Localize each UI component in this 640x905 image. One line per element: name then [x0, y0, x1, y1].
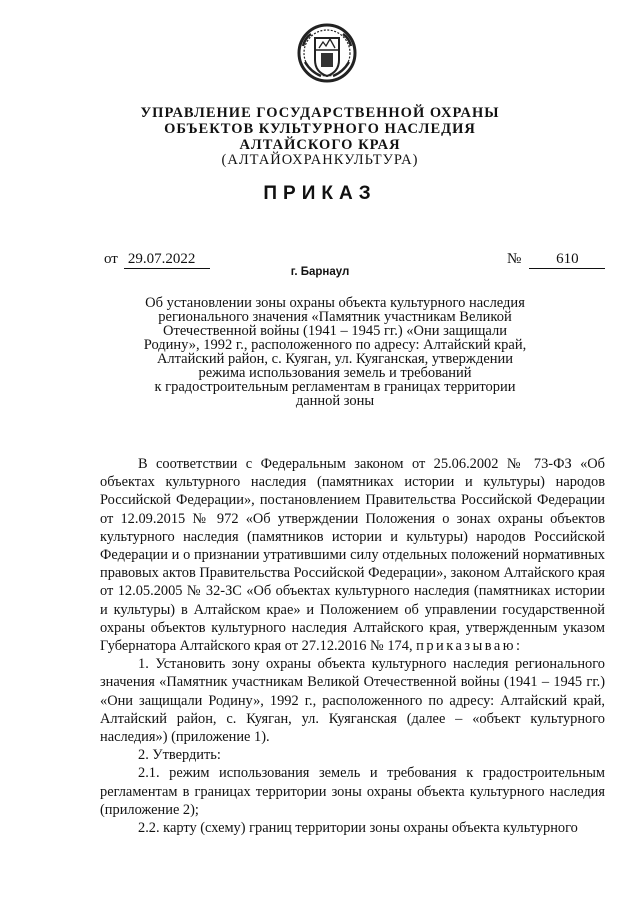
org-name-line-1: УПРАВЛЕНИЕ ГОСУДАРСТВЕННОЙ ОХРАНЫ [140, 105, 500, 121]
item-2-1: 2.1. режим использования земель и требования к градостроительным регламентам в границах территории зоны охраны объекта культурного наследия (приложение 2); [100, 765, 605, 818]
item-2-2: 2.2. карту (схему) границ территории зоны охраны объекта культурного [138, 820, 578, 837]
subject-line: Алтайский район, с. Куяган, ул. Куяганская, утверждении [156, 351, 514, 367]
number-prefix: № [507, 251, 522, 267]
coat-of-arms-emblem-icon [297, 22, 357, 84]
order-word: приказываю: [416, 638, 523, 655]
subject-line: данной зоны [295, 393, 375, 409]
preamble-text: В соответствии с Федеральным законом от 25.06.2002 № 73-ФЗ «Об объектах культурного наследия (памятниках истории и культуры) народов Российской Федерации», постановлением Правительства Российской Федерации от 12.09.2015 № 972 «Об утверждении Положения о зонах охраны объектов культурного наследия (памятников истории и культуры) народов Российской Федерации и о признании утратившими силу отдельных положений нормативных правовых актов Правительства Российской Федерации», законом Алтайского края от 12.05.2005 № 32-ЗС «Об объектах культурного наследия (памятниках истории и культуры) в Алтайском крае» и Положением об управлении государственной охраны объектов культурного наследия Алтайского края, утвержденным указом Губернатора Алтайского края от 27.12.2016 № 174, [100, 456, 605, 655]
order-body [100, 455, 605, 837]
org-name-line-2: ОБЪЕКТОВ КУЛЬТУРНОГО НАСЛЕДИЯ [164, 121, 476, 137]
subject-line: режима использования земель и требований [198, 365, 472, 381]
number-value: 610 [529, 251, 605, 269]
preamble-paragraph [100, 455, 605, 655]
item-2: 2. Утвердить: [138, 747, 221, 764]
order-subject [140, 296, 530, 408]
city: г. Барнаул [290, 266, 350, 278]
subject-line: к градостроительным регламентам в границах территории [154, 379, 516, 395]
date-value: 29.07.2022 [124, 251, 210, 269]
org-abbreviation: (АЛТАЙОХРАНКУЛЬТУРА) [221, 152, 419, 168]
subject-line: Об установлении зоны охраны объекта культурного наследия [145, 295, 525, 311]
document-type-title: ПРИКАЗ [263, 183, 377, 204]
subject-line: Отечественной войны (1941 – 1945 гг.) «Они защищали [163, 323, 507, 339]
subject-line: Родину», 1992 г., расположенного по адресу: Алтайский край, [143, 337, 527, 353]
org-name-line-3: АЛТАЙСКОГО КРАЯ [239, 137, 401, 153]
date-prefix: от [104, 251, 118, 267]
item-1: 1. Установить зону охраны объекта культурного наследия регионального значения «Памятник участникам Великой Отечественной войны (1941 – 1945 гг.) «Они защищали Родину», 1992 г., расположенного по адресу: Алтайский край, Алтайский район, с. Куяган, ул. Куяганская (далее – «объект культурного наследия») (приложение 1). [100, 656, 605, 746]
subject-line: регионального значения «Памятник участникам Великой [158, 309, 512, 325]
